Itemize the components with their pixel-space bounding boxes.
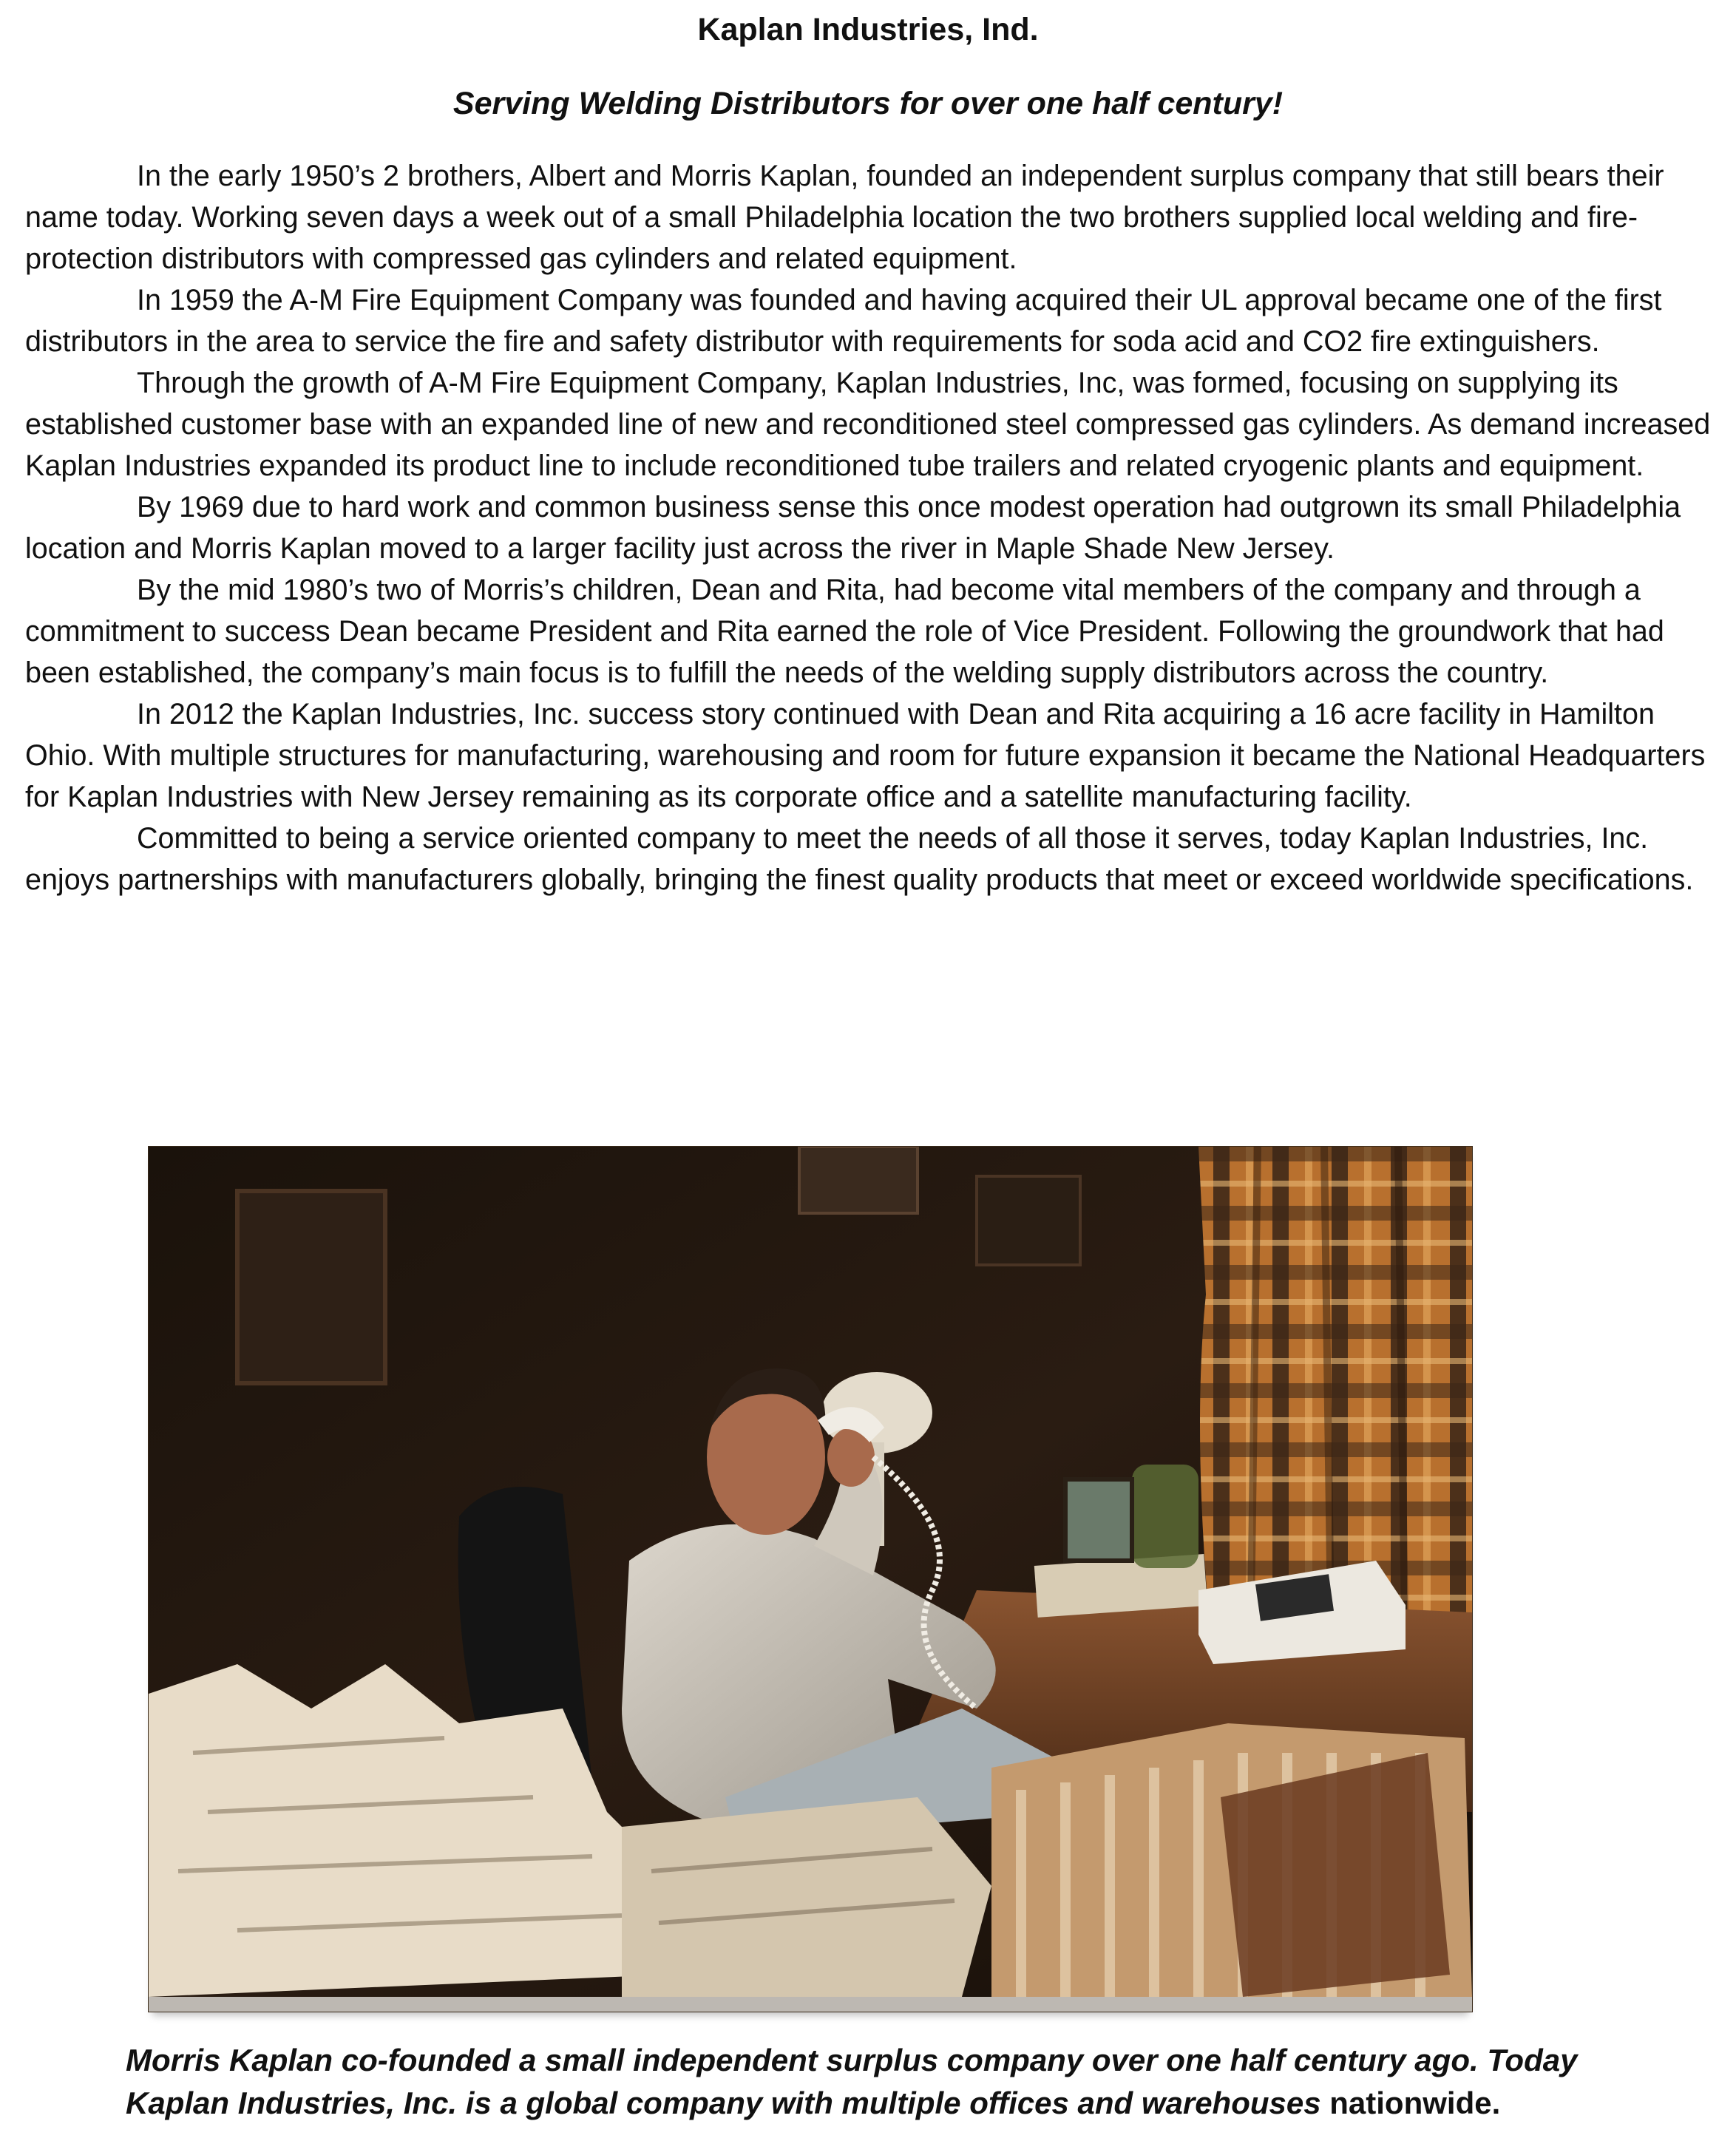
photo-morris-kaplan-at-desk xyxy=(148,1146,1473,2012)
paragraph-2012: In 2012 the Kaplan Industries, Inc. success story continued with Dean and Rita acquiring a 16 acre facility in Hamilton Ohio. With multiple structures for manufacturing, warehousing and room for future expansion it became the National Headquarters for Kaplan Industries with New Jersey remaining as its corporate office and a satellite manufacturing facility. xyxy=(25,698,1706,813)
paragraph-1950s: In the early 1950’s 2 brothers, Albert and Morris Kaplan, founded an independent surplus company that still bears their name today. Working seven days a week out of a small Philadelphia location the two brothers supplied local welding and fire-protection distributors with compressed gas cylinders and related equipment. xyxy=(25,160,1664,275)
wall-frame-right xyxy=(977,1176,1080,1265)
glass-jar xyxy=(1132,1465,1198,1568)
photo-bottom-border xyxy=(149,1997,1472,2012)
paragraph-1980s: By the mid 1980’s two of Morris’s children, Dean and Rita, had become vital members of the company and through a commitment to success Dean became President and Rita earned the role of Vice President. Following the groundwork that had been established, the company’s main focus is to fulfill the needs of the welding supply distributors across the country. xyxy=(25,574,1664,689)
document-title: Kaplan Industries, Ind. xyxy=(697,12,1039,47)
caption-italic-text: Morris Kaplan co-founded a small independent surplus company over one half century ago. Today Kaplan Industries, Inc. is a global company with multiple offices and warehouses xyxy=(126,2043,1578,2120)
photo-caption xyxy=(126,2039,1678,2125)
document-subtitle: Serving Welding Distributors for over one half century! xyxy=(452,86,1284,121)
paragraph-committed: Committed to being a service oriented company to meet the needs of all those it serves, today Kaplan Industries, Inc. enjoys partnerships with manufacturers globally, bringing the finest quality products that meet or exceed worldwide specifications. xyxy=(25,822,1694,896)
framed-photo-desk xyxy=(1065,1479,1132,1561)
body-text xyxy=(25,155,1718,900)
papers-pile-center xyxy=(622,1797,991,1997)
wall-frame-left xyxy=(237,1191,385,1383)
wall-frame-center xyxy=(799,1147,918,1213)
paragraph-1969: By 1969 due to hard work and common business sense this once modest operation had outgrown its small Philadelphia location and Morris Kaplan moved to a larger facility just across the river in Maple Shade New Jersey. xyxy=(25,491,1681,565)
paragraph-growth: Through the growth of A-M Fire Equipment Company, Kaplan Industries, Inc, was formed, focusing on supplying its established customer base with an expanded line of new and reconditioned steel compressed gas cylinders. As demand increased Kaplan Industries expanded its product line to include reconditioned tube trailers and related cryogenic plants and equipment. xyxy=(25,367,1711,482)
caption-plain-text: nationwide. xyxy=(1320,2086,1501,2120)
paragraph-1959: In 1959 the A-M Fire Equipment Company was founded and having acquired their UL approval became one of the first distributors in the area to service the fire and safety distributor with requirements for soda acid and CO2 fire extinguishers. xyxy=(25,284,1662,358)
